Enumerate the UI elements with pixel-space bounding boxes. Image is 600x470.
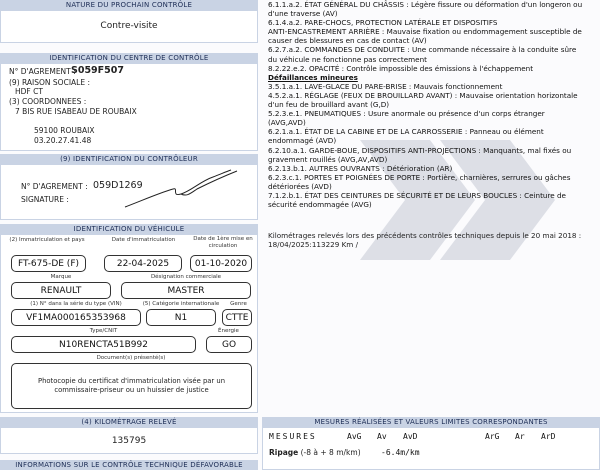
date-immat-label: Date d'immatriculation <box>111 237 176 243</box>
mesures-col-ard: ArD <box>541 432 556 441</box>
defaillance-line: 6.2.1.a.1. ÉTAT DE LA CABINE ET DE LA CARROSSERIE : Panneau ou élément <box>268 127 544 137</box>
defaillance-line: 6.2.7.a.2. COMMANDES DE CONDUITE : Une commande nécessaire à la conduite sûre <box>268 45 577 55</box>
vin-label: (1) N° dans la série du type (VIN) <box>30 301 122 307</box>
immat-label: (2) Immatriculation et pays <box>9 237 85 243</box>
kilometrage-panel <box>0 427 258 454</box>
centre-panel <box>0 63 258 151</box>
vehicule-panel <box>0 234 258 413</box>
signature-scribble <box>121 167 241 215</box>
centre-phone: 03.20.27.41.48 <box>34 136 92 145</box>
defaillance-line: 7.1.2.b.1. ÉTAT DES CEINTURES DE SÉCURITÉ ET DE LEURS BOUCLES : Ceinture de <box>268 190 566 200</box>
raison-sociale-value: HDF CT <box>15 87 43 96</box>
type-cnit-label: Type/CNIT <box>89 328 118 334</box>
centre-agrement-label: N° D'AGREMENT : <box>9 67 76 76</box>
defaillance-line: 6.2.3.c.1. PORTES ET POIGNÉES DE PORTE : Portière, charnières, serrures ou gâches <box>268 172 571 182</box>
genre-label: Genre <box>230 301 247 307</box>
defaillance-line: 4.5.2.a.1. RÉGLAGE (FEUX DE BROUILLARD AVANT) : Mauvaise orientation horizontale <box>268 90 578 100</box>
date-immat-field: 22-04-2025 <box>104 255 182 272</box>
address-line-2: 59100 ROUBAIX <box>34 126 95 135</box>
marque-label: Marque <box>50 274 72 280</box>
coordonnees-label: (3) COORDONNEES : <box>9 97 87 106</box>
energie-field: GO <box>206 336 252 353</box>
documents-value: Photocopie du certificat d'immatriculation visée par un commissaire-priseur ou un huissier de justice <box>37 377 226 394</box>
controleur-panel <box>0 164 258 220</box>
defaillance-line: 5.2.3.e.1. PNEUMATIQUES : Usure anormale ou présence d'un corps étranger <box>268 109 545 119</box>
mesures-header: MESURES RÉALISÉES ET VALEURS LIMITES CORRESPONDANTES <box>262 417 600 427</box>
designation-field: MASTER <box>121 282 251 299</box>
defaillance-line: 6.2.13.b.1. AUTRES OUVRANTS : Détérioration (AR) <box>268 163 453 173</box>
controleur-header: (9) IDENTIFICATION DU CONTRÔLEUR <box>0 154 258 164</box>
centre-header: IDENTIFICATION DU CENTRE DE CONTRÔLE <box>0 53 258 63</box>
defaillance-line: 3.5.1.a.1. LAVE-GLACE DU PARE-BRISE : Mauvais fonctionnement <box>268 81 503 91</box>
ripage-label <box>269 448 361 457</box>
categorie-field: N1 <box>146 309 216 326</box>
defaillance-line: détériorées (AVD) <box>268 181 332 191</box>
mesures-panel <box>262 427 600 470</box>
designation-label: Désignation commerciale <box>150 274 222 280</box>
kilometrage-value: 135795 <box>111 436 147 446</box>
vin-field: VF1MA000165353968 <box>11 309 141 326</box>
address-line-1: 7 BIS RUE ISABEAU DE ROUBAIX <box>15 107 137 116</box>
raison-sociale-label: (9) RAISON SOCIALE : <box>9 78 90 87</box>
defaillance-line: Défaillances mineures <box>268 72 358 82</box>
prochain-controle-panel <box>0 10 258 43</box>
defaillance-line: du véhicule ne fonctionne pas correctement <box>268 54 427 64</box>
mesures-col-ar: Ar <box>515 432 525 441</box>
defaillance-line: d'un feu de brouillard avant (G,D) <box>268 100 390 110</box>
defaillance-line: endommagé (AVD) <box>268 136 337 146</box>
mesures-col-avg: AvG <box>347 432 362 441</box>
km-history-note: Kilométrages relevés lors des précédents contrôles techniques depuis le 20 mai 2018 : 18/04/2025:113229 Km / <box>268 231 582 249</box>
documents-label: Document(s) présenté(s) <box>96 355 166 361</box>
genre-field: CTTE <box>222 309 252 326</box>
defaillance-line: gravement rouillés (AVG,AV,AVD) <box>268 154 388 164</box>
first-circ-label: Date de 1ère mise en circulation <box>193 236 253 249</box>
centre-agrement-value: S059F507 <box>71 65 124 76</box>
signature-label: SIGNATURE : <box>21 195 69 204</box>
defaillances-list <box>268 0 598 209</box>
defaillance-line: d'une traverse (AV) <box>268 9 338 19</box>
controleur-agrement-label: N° D'AGREMENT : <box>21 182 88 191</box>
infos-header: INFORMATIONS SUR LE CONTRÔLE TECHNIQUE DÉFAVORABLE <box>0 460 258 470</box>
defaillance-line: 6.1.4.a.2. PARE-CHOCS, PROTECTION LATÉRALE ET DISPOSITIFS <box>268 18 498 28</box>
ripage-label-text: Ripage <box>269 448 299 457</box>
energie-label: Énergie <box>218 328 239 334</box>
mesures-col-av: Av <box>377 432 387 441</box>
mesures-col-avd: AvD <box>403 432 418 441</box>
mesures-col-arg: ArG <box>485 432 500 441</box>
prochain-controle-header: NATURE DU PROCHAIN CONTRÔLE <box>0 0 258 10</box>
mesures-title: MESURES <box>269 432 317 441</box>
defaillance-line: ANTI-ENCASTREMENT ARRIÈRE : Mauvaise fixation ou endommagement susceptible de <box>268 27 582 37</box>
kilometrage-header: (4) KILOMÉTRAGE RELEVÉ <box>0 417 258 427</box>
marque-field: RENAULT <box>11 282 111 299</box>
prochain-controle-value: Contre-visite <box>100 21 158 31</box>
ripage-range: (-8 à + 8 m/km) <box>300 448 361 457</box>
defaillance-line: sécurité endommagée (AVG) <box>268 200 372 210</box>
defaillance-line: 6.1.1.a.2. ÉTAT GÉNÉRAL DU CHÂSSIS : Légère fissure ou déformation d'un longeron ou <box>268 0 583 9</box>
controleur-agrement-value: 059D1269 <box>93 180 143 191</box>
type-cnit-field: N10RENCTA51B992 <box>11 336 196 353</box>
defaillance-line: 6.2.10.a.1. GARDE-BOUE, DISPOSITIFS ANTI-PROJECTIONS : Manquants, mal fixés ou <box>268 145 572 155</box>
defaillance-line: (AVG,AVD) <box>268 118 306 128</box>
defaillance-line: 8.2.22.e.2. OPACITÉ : Contrôle impossible des émissions à l'échappement <box>268 63 534 73</box>
immat-field: FT-675-DE (F) <box>11 255 86 272</box>
vehicule-header: IDENTIFICATION DU VÉHICULE <box>0 224 258 234</box>
defaillance-line: causer des blessures en cas de contact (AV) <box>268 36 427 46</box>
ripage-value: -6.4m/km <box>381 448 420 457</box>
categorie-label: (5) Catégorie internationale <box>142 301 220 307</box>
documents-field <box>11 363 252 409</box>
first-circ-field: 01-10-2020 <box>190 255 252 272</box>
